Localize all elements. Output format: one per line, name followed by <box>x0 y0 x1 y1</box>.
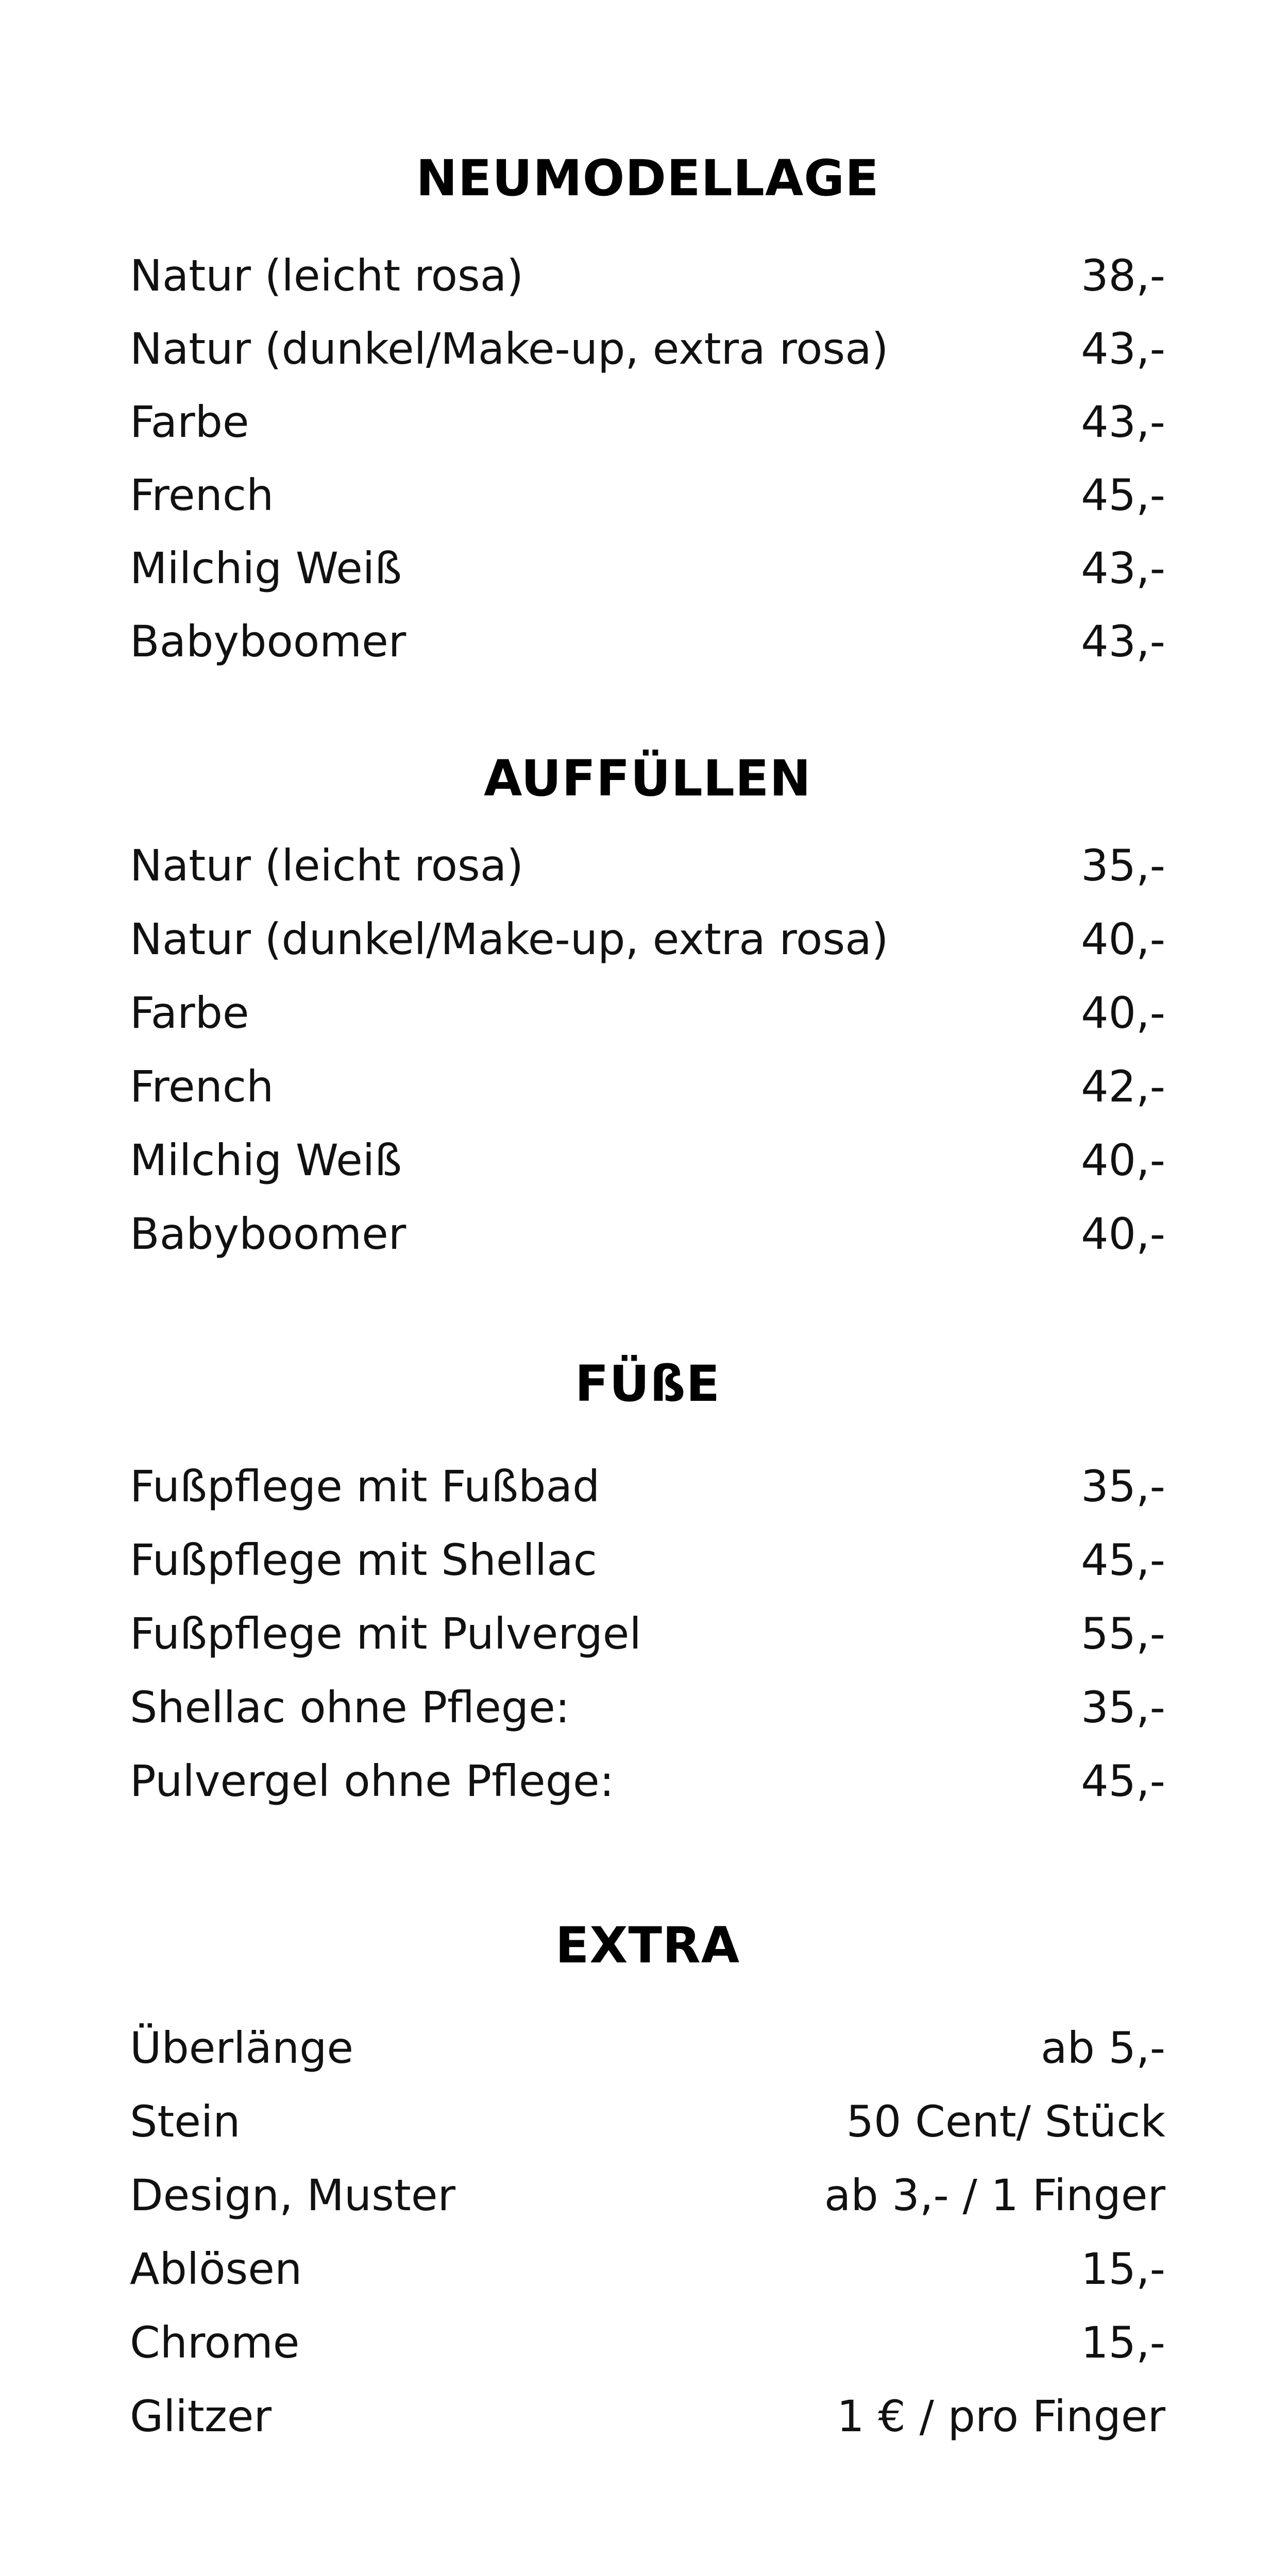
price-row <box>130 985 1165 1041</box>
item-name: Fußpflege mit Pulvergel <box>130 1608 641 1659</box>
item-name: Babyboomer <box>130 1209 406 1259</box>
item-price: 43,- <box>1081 397 1165 447</box>
item-price: 45,- <box>1081 1535 1165 1585</box>
item-name: French <box>130 1061 274 1112</box>
price-row <box>130 1532 1165 1588</box>
section-title: AUFFÜLLEN <box>484 750 811 807</box>
price-row <box>130 2241 1165 2297</box>
price-row <box>130 394 1165 450</box>
item-price: ab 3,- / 1 Finger <box>824 2170 1165 2221</box>
item-price: 15,- <box>1081 2244 1165 2294</box>
price-row <box>130 1132 1165 1189</box>
price-row <box>130 467 1165 523</box>
item-price: 43,- <box>1081 616 1165 667</box>
item-name: Pulvergel ohne Pflege: <box>130 1756 615 1806</box>
item-name: Fußpflege mit Fußbad <box>130 1461 600 1512</box>
item-name: Shellac ohne Pflege: <box>130 1682 570 1733</box>
price-row <box>130 540 1165 597</box>
item-price: 55,- <box>1081 1608 1165 1659</box>
item-price: 43,- <box>1081 543 1165 594</box>
item-name: Stein <box>130 2096 241 2147</box>
price-row <box>130 2167 1165 2224</box>
price-row <box>130 837 1165 894</box>
price-row <box>130 1605 1165 1662</box>
price-row <box>130 1679 1165 1736</box>
item-name: Babyboomer <box>130 616 406 667</box>
item-name: French <box>130 470 274 520</box>
item-name: Ablösen <box>130 2244 302 2294</box>
section-title: EXTRA <box>555 1917 740 1974</box>
item-name: Milchig Weiß <box>130 1135 402 1185</box>
price-row <box>130 1206 1165 1262</box>
item-price: 43,- <box>1081 324 1165 374</box>
item-price: 15,- <box>1081 2317 1165 2368</box>
price-row <box>130 2093 1165 2150</box>
item-price: 45,- <box>1081 1756 1165 1806</box>
price-row <box>130 247 1165 304</box>
item-price: 35,- <box>1081 840 1165 891</box>
item-price: 35,- <box>1081 1461 1165 1512</box>
item-name: Natur (leicht rosa) <box>130 250 523 301</box>
item-name: Farbe <box>130 988 249 1038</box>
price-row <box>130 2314 1165 2371</box>
price-row <box>130 613 1165 670</box>
item-name: Überlänge <box>130 2023 354 2073</box>
item-price: 42,- <box>1081 1061 1165 1112</box>
section-title: FÜßE <box>574 1355 721 1413</box>
item-name: Glitzer <box>130 2391 272 2442</box>
item-name: Milchig Weiß <box>130 543 402 594</box>
item-name: Natur (dunkel/Make-up, extra rosa) <box>130 324 889 374</box>
item-price: 1 € / pro Finger <box>837 2391 1165 2442</box>
item-price: 40,- <box>1081 988 1165 1038</box>
item-price: ab 5,- <box>1041 2023 1165 2073</box>
item-name: Design, Muster <box>130 2170 456 2221</box>
item-price: 40,- <box>1081 914 1165 964</box>
section-title: NEUMODELLAGE <box>416 149 879 207</box>
item-price: 40,- <box>1081 1135 1165 1185</box>
price-row <box>130 911 1165 968</box>
item-price: 38,- <box>1081 250 1165 301</box>
item-price: 40,- <box>1081 1209 1165 1259</box>
item-name: Natur (leicht rosa) <box>130 840 523 891</box>
item-name: Fußpflege mit Shellac <box>130 1535 597 1585</box>
item-price: 50 Cent/ Stück <box>846 2096 1165 2147</box>
item-name: Natur (dunkel/Make-up, extra rosa) <box>130 914 889 964</box>
item-price: 45,- <box>1081 470 1165 520</box>
price-row <box>130 1058 1165 1115</box>
item-name: Chrome <box>130 2317 300 2368</box>
price-row <box>130 2388 1165 2445</box>
price-row <box>130 2020 1165 2076</box>
item-price: 35,- <box>1081 1682 1165 1733</box>
price-row <box>130 1753 1165 1809</box>
price-row <box>130 1458 1165 1515</box>
price-row <box>130 320 1165 377</box>
item-name: Farbe <box>130 397 249 447</box>
